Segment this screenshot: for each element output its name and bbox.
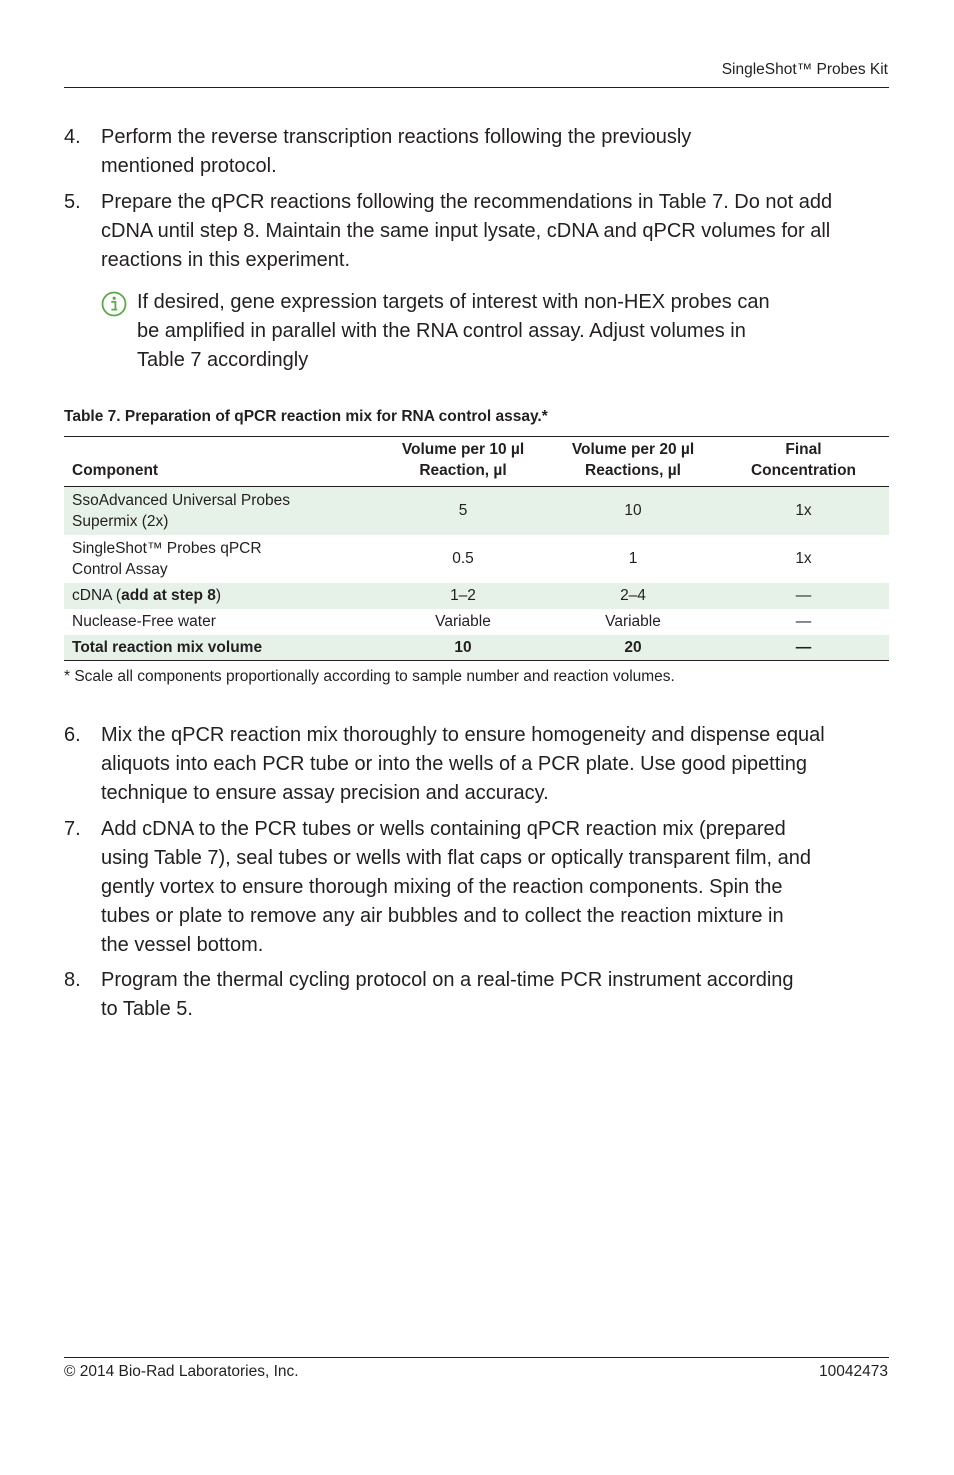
step-number: 8. <box>64 969 81 991</box>
cell-component: Total reaction mix volume <box>64 635 378 661</box>
step-6 <box>64 721 889 808</box>
cell-component: Nuclease-Free water <box>72 613 216 630</box>
table-total-row <box>64 635 889 661</box>
step-number: 4. <box>64 126 81 148</box>
component-emphasis: add at step 8 <box>121 587 216 604</box>
step-number: 5. <box>64 191 81 213</box>
step-text: Mix the qPCR reaction mix thoroughly to ensure homogeneity and dispense equal aliquots into each PCR tube or into the wells of a PCR plate. Use good pipetting technique to ensure assay precision and accuracy. <box>101 724 825 804</box>
step-8 <box>64 966 889 1024</box>
step-text: Prepare the qPCR reactions following the recommendations in Table 7. Do not add cDNA until step 8. Maintain the same input lysate, cDNA and qPCR volumes for all reactions in this experiment. <box>101 191 833 271</box>
cell-volume-10: Variable <box>435 613 491 630</box>
cell-final: 1x <box>795 550 812 567</box>
info-note <box>101 288 861 375</box>
cell-volume-20: 20 <box>548 635 718 661</box>
table-footnote: * Scale all components proportionally according to sample number and reaction volumes. <box>64 668 675 685</box>
step-7 <box>64 815 889 960</box>
step-4 <box>64 123 889 181</box>
cell-volume-10: 0.5 <box>452 550 474 567</box>
table-row <box>64 609 889 635</box>
cell-component: SingleShot™ Probes qPCR Control Assay <box>72 539 262 578</box>
cell-final: — <box>795 613 812 630</box>
footer-doc-number: 10042473 <box>819 1363 888 1380</box>
table-row <box>64 535 889 583</box>
header-volume-10ul: Volume per 10 µl Reaction, µl <box>401 441 525 479</box>
cell-volume-10: 10 <box>378 635 548 661</box>
table-header-row <box>64 437 889 487</box>
step-text: Add cDNA to the PCR tubes or wells containing qPCR reaction mix (prepared using Table 7), seal tubes or wells with flat caps or optically transparent film, and gently vortex to ensure thorough mixing of the reaction components. Spin the tubes or plate to remove any air bubbles and to collect the reaction mixture in the vessel bottom. <box>101 818 811 956</box>
step-text: Perform the reverse transcription reactions following the previously mentioned protocol. <box>101 126 692 177</box>
cell-component: SsoAdvanced Universal Probes Supermix (2x) <box>64 487 378 535</box>
header-final-concentration: Final Concentration <box>750 441 857 479</box>
cell-final: — <box>718 635 889 661</box>
cell-component <box>64 583 378 609</box>
cell-volume-20: 2–4 <box>548 583 718 609</box>
component-suffix: ) <box>215 587 222 604</box>
step-text: Program the thermal cycling protocol on a real-time PCR instrument according to Table 5. <box>101 969 794 1020</box>
cell-volume-20: Variable <box>605 613 661 630</box>
note-text: If desired, gene expression targets of interest with non-HEX probes can be amplified in parallel with the RNA control assay. Adjust volumes in Table 7 accordingly <box>137 291 770 371</box>
step-number: 7. <box>64 818 81 840</box>
cell-final: 1x <box>718 487 889 535</box>
table-title: Table 7. Preparation of qPCR reaction mix for RNA control assay.* <box>64 408 548 425</box>
header-component: Component <box>72 462 159 479</box>
cell-volume-10: 1–2 <box>378 583 548 609</box>
step-number: 6. <box>64 724 81 746</box>
cell-volume-20: 10 <box>548 487 718 535</box>
table-row <box>64 487 889 535</box>
cell-volume-10: 5 <box>378 487 548 535</box>
footer-copyright: © 2014 Bio-Rad Laboratories, Inc. <box>64 1363 299 1380</box>
reaction-mix-table <box>64 436 889 661</box>
table-row <box>64 583 889 609</box>
header-divider <box>64 87 889 88</box>
page-header-title: SingleShot™ Probes Kit <box>721 61 888 78</box>
cell-final: — <box>718 583 889 609</box>
footer-divider <box>64 1357 889 1358</box>
component-prefix: cDNA ( <box>72 587 122 604</box>
header-volume-20ul: Volume per 20 µl Reactions, µl <box>571 441 695 479</box>
cell-volume-20: 1 <box>628 550 638 567</box>
step-5 <box>64 188 889 275</box>
info-icon <box>101 291 127 317</box>
